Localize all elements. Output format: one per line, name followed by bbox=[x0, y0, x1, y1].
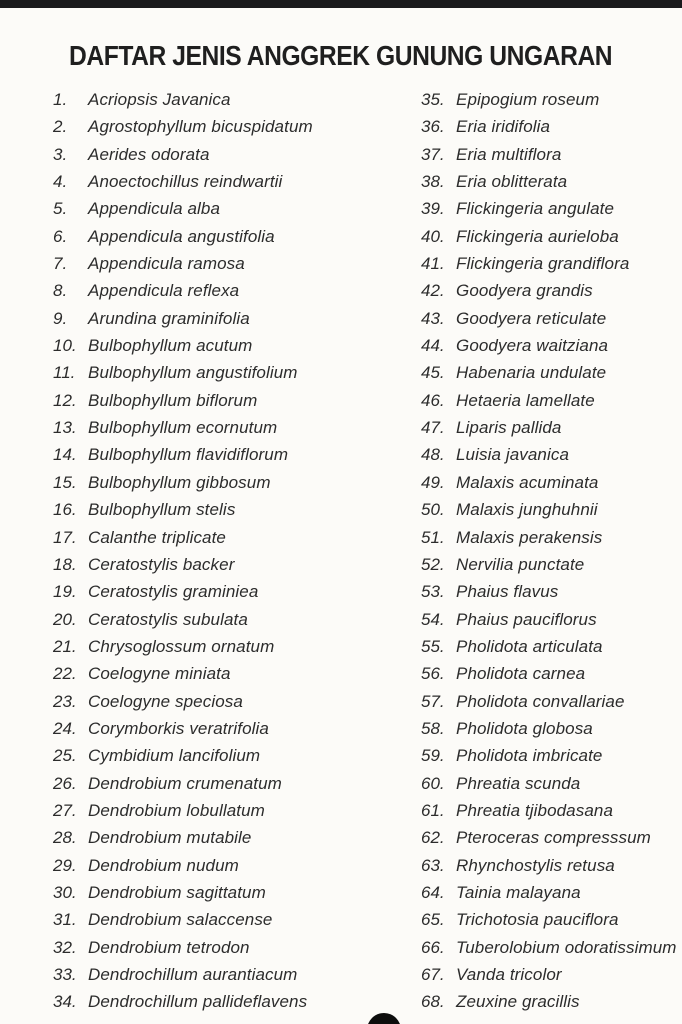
list-item bbox=[53, 332, 341, 359]
item-number: 65. bbox=[421, 910, 445, 930]
species-name: Appendicula ramosa bbox=[88, 254, 245, 274]
item-number: 18. bbox=[53, 554, 77, 574]
species-name: Flickingeria angulate bbox=[456, 199, 615, 219]
species-name: Vanda tricolor bbox=[456, 965, 562, 984]
species-name: Dendrobium mutabile bbox=[88, 828, 252, 848]
list-item bbox=[421, 524, 682, 551]
list-item bbox=[53, 141, 341, 168]
species-name: Phaius pauciflorus bbox=[456, 609, 597, 629]
list-item bbox=[53, 387, 341, 414]
species-name: Ceratostylis subulata bbox=[88, 609, 248, 629]
list-item bbox=[421, 770, 682, 797]
species-name: Dendrobium salaccense bbox=[88, 910, 273, 930]
item-number: 52. bbox=[421, 554, 445, 574]
item-number: 8. bbox=[53, 281, 68, 301]
species-name: Anoectochillus reindwartii bbox=[88, 172, 283, 192]
item-number: 4. bbox=[53, 172, 68, 192]
item-number: 48. bbox=[421, 445, 445, 465]
list-item bbox=[53, 578, 341, 605]
species-name: Dendrobium lobullatum bbox=[88, 800, 265, 820]
list-item bbox=[421, 578, 682, 605]
species-name: Habenaria undulate bbox=[456, 363, 607, 383]
item-number: 30. bbox=[53, 882, 77, 902]
item-number: 37. bbox=[421, 144, 445, 164]
item-number: 25. bbox=[53, 746, 77, 766]
species-name: Zeuxine gracillis bbox=[456, 992, 580, 1012]
species-name: Pholidota convallariae bbox=[456, 691, 625, 711]
item-number: 27. bbox=[53, 800, 77, 820]
list-item bbox=[421, 551, 682, 578]
item-number: 61. bbox=[421, 800, 445, 820]
item-number: 9. bbox=[53, 308, 68, 328]
species-name: Pholidota articulata bbox=[456, 636, 603, 656]
item-number: 13. bbox=[53, 418, 77, 438]
list-item bbox=[53, 770, 341, 797]
list-item bbox=[421, 934, 682, 961]
item-number: 42. bbox=[421, 281, 445, 301]
list-item bbox=[421, 961, 682, 988]
item-number: 24. bbox=[53, 718, 77, 738]
species-name: Arundina graminifolia bbox=[88, 308, 250, 328]
item-number: 35. bbox=[421, 90, 445, 109]
species-name: Ceratostylis graminiea bbox=[88, 582, 259, 602]
item-number: 59. bbox=[421, 746, 445, 766]
species-name: Nervilia punctate bbox=[456, 554, 585, 574]
species-name: Epipogium roseum bbox=[456, 90, 600, 109]
item-number: 14. bbox=[53, 445, 77, 465]
list-item bbox=[421, 195, 682, 222]
species-name: Goodyera waitziana bbox=[456, 336, 609, 356]
item-number: 67. bbox=[421, 965, 445, 984]
species-name: Cymbidium lancifolium bbox=[88, 746, 261, 766]
list-item bbox=[421, 824, 682, 851]
page-title: DAFTAR JENIS ANGGREK GUNUNG UNGARAN bbox=[69, 40, 613, 71]
list-item bbox=[421, 660, 682, 687]
item-number: 43. bbox=[421, 308, 445, 328]
item-number: 38. bbox=[421, 172, 445, 192]
item-number: 20. bbox=[53, 609, 77, 629]
list-item bbox=[53, 852, 341, 879]
list-item bbox=[53, 277, 341, 304]
list-item bbox=[53, 223, 341, 250]
item-number: 55. bbox=[421, 636, 445, 656]
item-number: 44. bbox=[421, 336, 445, 356]
item-number: 53. bbox=[421, 582, 445, 602]
species-name: Eria multiflora bbox=[456, 144, 562, 164]
species-name: Bulbophyllum ecornutum bbox=[88, 418, 278, 438]
list-item bbox=[53, 988, 341, 1015]
species-name: Hetaeria lamellate bbox=[456, 390, 595, 410]
species-name: Bulbophyllum stelis bbox=[88, 500, 236, 520]
list-item bbox=[53, 113, 341, 140]
species-name: Liparis pallida bbox=[456, 418, 562, 438]
item-number: 22. bbox=[53, 664, 77, 684]
item-number: 39. bbox=[421, 199, 445, 219]
species-name: Appendicula alba bbox=[88, 199, 221, 219]
species-name: Flickingeria aurieloba bbox=[456, 226, 619, 246]
item-number: 62. bbox=[421, 828, 445, 848]
list-item bbox=[421, 113, 682, 140]
species-name: Eria iridifolia bbox=[456, 117, 551, 137]
species-name: Appendicula angustifolia bbox=[88, 226, 275, 246]
species-name: Corymborkis veratrifolia bbox=[88, 718, 269, 738]
item-number: 1. bbox=[53, 90, 68, 109]
item-number: 45. bbox=[421, 363, 445, 383]
species-name: Bulbophyllum angustifolium bbox=[88, 363, 298, 383]
list-item bbox=[53, 86, 341, 113]
list-item bbox=[421, 469, 682, 496]
list-item bbox=[421, 797, 682, 824]
item-number: 56. bbox=[421, 664, 445, 684]
item-number: 10. bbox=[53, 336, 77, 356]
species-name: Bulbophyllum acutum bbox=[88, 336, 253, 356]
species-name: Phaius flavus bbox=[456, 582, 559, 602]
item-number: 3. bbox=[53, 144, 68, 164]
item-number: 36. bbox=[421, 117, 445, 137]
species-name: Calanthe triplicate bbox=[88, 527, 226, 547]
item-number: 16. bbox=[53, 500, 77, 520]
list-item bbox=[421, 141, 682, 168]
species-name: Bulbophyllum biflorum bbox=[88, 390, 258, 410]
species-name: Pteroceras compresssum bbox=[456, 828, 651, 848]
item-number: 50. bbox=[421, 500, 445, 520]
list-item bbox=[421, 633, 682, 660]
species-name: Malaxis junghuhnii bbox=[456, 500, 598, 520]
list-item bbox=[421, 496, 682, 523]
list-item bbox=[53, 496, 341, 523]
list-item bbox=[53, 168, 341, 195]
species-name: Goodyera reticulate bbox=[456, 308, 607, 328]
item-number: 19. bbox=[53, 582, 77, 602]
list-item bbox=[421, 223, 682, 250]
item-number: 46. bbox=[421, 390, 445, 410]
list-item bbox=[421, 606, 682, 633]
item-number: 28. bbox=[53, 828, 77, 848]
species-name: Pholidota globosa bbox=[456, 718, 593, 738]
title-container bbox=[0, 40, 682, 72]
item-number: 15. bbox=[53, 472, 77, 492]
species-name: Bulbophyllum gibbosum bbox=[88, 472, 271, 492]
list-item bbox=[421, 277, 682, 304]
species-columns bbox=[0, 86, 682, 1016]
item-number: 12. bbox=[53, 390, 77, 410]
species-name: Dendrobium sagittatum bbox=[88, 882, 266, 902]
list-item bbox=[53, 305, 341, 332]
species-name: Dendrochillum pallideflavens bbox=[88, 992, 308, 1012]
item-number: 7. bbox=[53, 254, 68, 274]
species-name: Goodyera grandis bbox=[456, 281, 593, 301]
species-name: Coelogyne miniata bbox=[88, 664, 231, 684]
item-number: 47. bbox=[421, 418, 445, 438]
list-item bbox=[53, 715, 341, 742]
list-item bbox=[53, 742, 341, 769]
list-item bbox=[53, 359, 341, 386]
item-number: 17. bbox=[53, 527, 77, 547]
item-number: 33. bbox=[53, 965, 77, 984]
list-item bbox=[421, 879, 682, 906]
species-name: Dendrochillum aurantiacum bbox=[88, 965, 298, 984]
list-item bbox=[421, 742, 682, 769]
species-name: Coelogyne speciosa bbox=[88, 691, 243, 711]
list-item bbox=[53, 633, 341, 660]
species-name: Aerides odorata bbox=[88, 144, 210, 164]
item-number: 34. bbox=[53, 992, 77, 1012]
item-number: 6. bbox=[53, 226, 68, 246]
list-item bbox=[421, 332, 682, 359]
item-number: 5. bbox=[53, 199, 68, 219]
species-name: Dendrobium crumenatum bbox=[88, 773, 282, 793]
list-item bbox=[421, 852, 682, 879]
list-item bbox=[53, 934, 341, 961]
species-name: Trichotosia pauciflora bbox=[456, 910, 619, 930]
species-name: Dendrobium nudum bbox=[88, 855, 239, 875]
species-name: Phreatia scunda bbox=[456, 773, 581, 793]
species-name: Acriopsis Javanica bbox=[88, 90, 231, 109]
list-item bbox=[53, 414, 341, 441]
item-number: 66. bbox=[421, 937, 445, 957]
item-number: 60. bbox=[421, 773, 445, 793]
top-bar bbox=[0, 0, 682, 8]
species-name: Eria oblitterata bbox=[456, 172, 568, 192]
item-number: 58. bbox=[421, 718, 445, 738]
item-number: 23. bbox=[53, 691, 77, 711]
species-name: Agrostophyllum bicuspidatum bbox=[88, 117, 313, 137]
species-name: Luisia javanica bbox=[456, 445, 570, 465]
species-name: Bulbophyllum flavidiflorum bbox=[88, 445, 289, 465]
item-number: 11. bbox=[53, 363, 76, 383]
species-name: Appendicula reflexa bbox=[88, 281, 240, 301]
item-number: 57. bbox=[421, 691, 445, 711]
species-name: Pholidota carnea bbox=[456, 664, 586, 684]
item-number: 26. bbox=[53, 773, 77, 793]
list-item bbox=[53, 195, 341, 222]
list-item bbox=[53, 524, 341, 551]
species-name: Rhynchostylis retusa bbox=[456, 855, 615, 875]
species-name: Dendrobium tetrodon bbox=[88, 937, 250, 957]
list-item bbox=[421, 305, 682, 332]
item-number: 21. bbox=[53, 636, 77, 656]
species-name: Tuberolobium odoratissimum bbox=[456, 937, 677, 957]
item-number: 64. bbox=[421, 882, 445, 902]
species-name: Tainia malayana bbox=[456, 882, 581, 902]
species-name: Malaxis acuminata bbox=[456, 472, 599, 492]
species-name: Phreatia tjibodasana bbox=[456, 800, 614, 820]
species-list-right bbox=[341, 86, 682, 1016]
species-name: Pholidota imbricate bbox=[456, 746, 603, 766]
species-name: Chrysoglossum ornatum bbox=[88, 636, 275, 656]
list-item bbox=[53, 469, 341, 496]
list-item bbox=[421, 441, 682, 468]
list-item bbox=[53, 688, 341, 715]
species-list-left bbox=[0, 86, 341, 1016]
item-number: 49. bbox=[421, 472, 445, 492]
list-item bbox=[421, 715, 682, 742]
species-name: Malaxis perakensis bbox=[456, 527, 603, 547]
list-item bbox=[421, 688, 682, 715]
item-number: 41. bbox=[421, 254, 445, 274]
item-number: 31. bbox=[53, 910, 77, 930]
item-number: 54. bbox=[421, 609, 445, 629]
item-number: 63. bbox=[421, 855, 445, 875]
list-item bbox=[53, 906, 341, 933]
list-item bbox=[421, 906, 682, 933]
list-item bbox=[421, 414, 682, 441]
species-name: Flickingeria grandiflora bbox=[456, 254, 630, 274]
list-item bbox=[53, 824, 341, 851]
list-item bbox=[53, 551, 341, 578]
list-item bbox=[421, 359, 682, 386]
list-item bbox=[53, 797, 341, 824]
item-number: 29. bbox=[53, 855, 77, 875]
list-item bbox=[53, 961, 341, 988]
list-item bbox=[421, 86, 682, 113]
list-item bbox=[421, 250, 682, 277]
list-item bbox=[421, 168, 682, 195]
item-number: 68. bbox=[421, 992, 445, 1012]
list-item bbox=[421, 988, 682, 1015]
list-item bbox=[421, 387, 682, 414]
list-item bbox=[53, 250, 341, 277]
item-number: 32. bbox=[53, 937, 77, 957]
list-item bbox=[53, 660, 341, 687]
list-item bbox=[53, 441, 341, 468]
item-number: 51. bbox=[421, 527, 445, 547]
item-number: 40. bbox=[421, 226, 445, 246]
item-number: 2. bbox=[53, 117, 68, 137]
list-item bbox=[53, 879, 341, 906]
species-name: Ceratostylis backer bbox=[88, 554, 235, 574]
list-item bbox=[53, 606, 341, 633]
